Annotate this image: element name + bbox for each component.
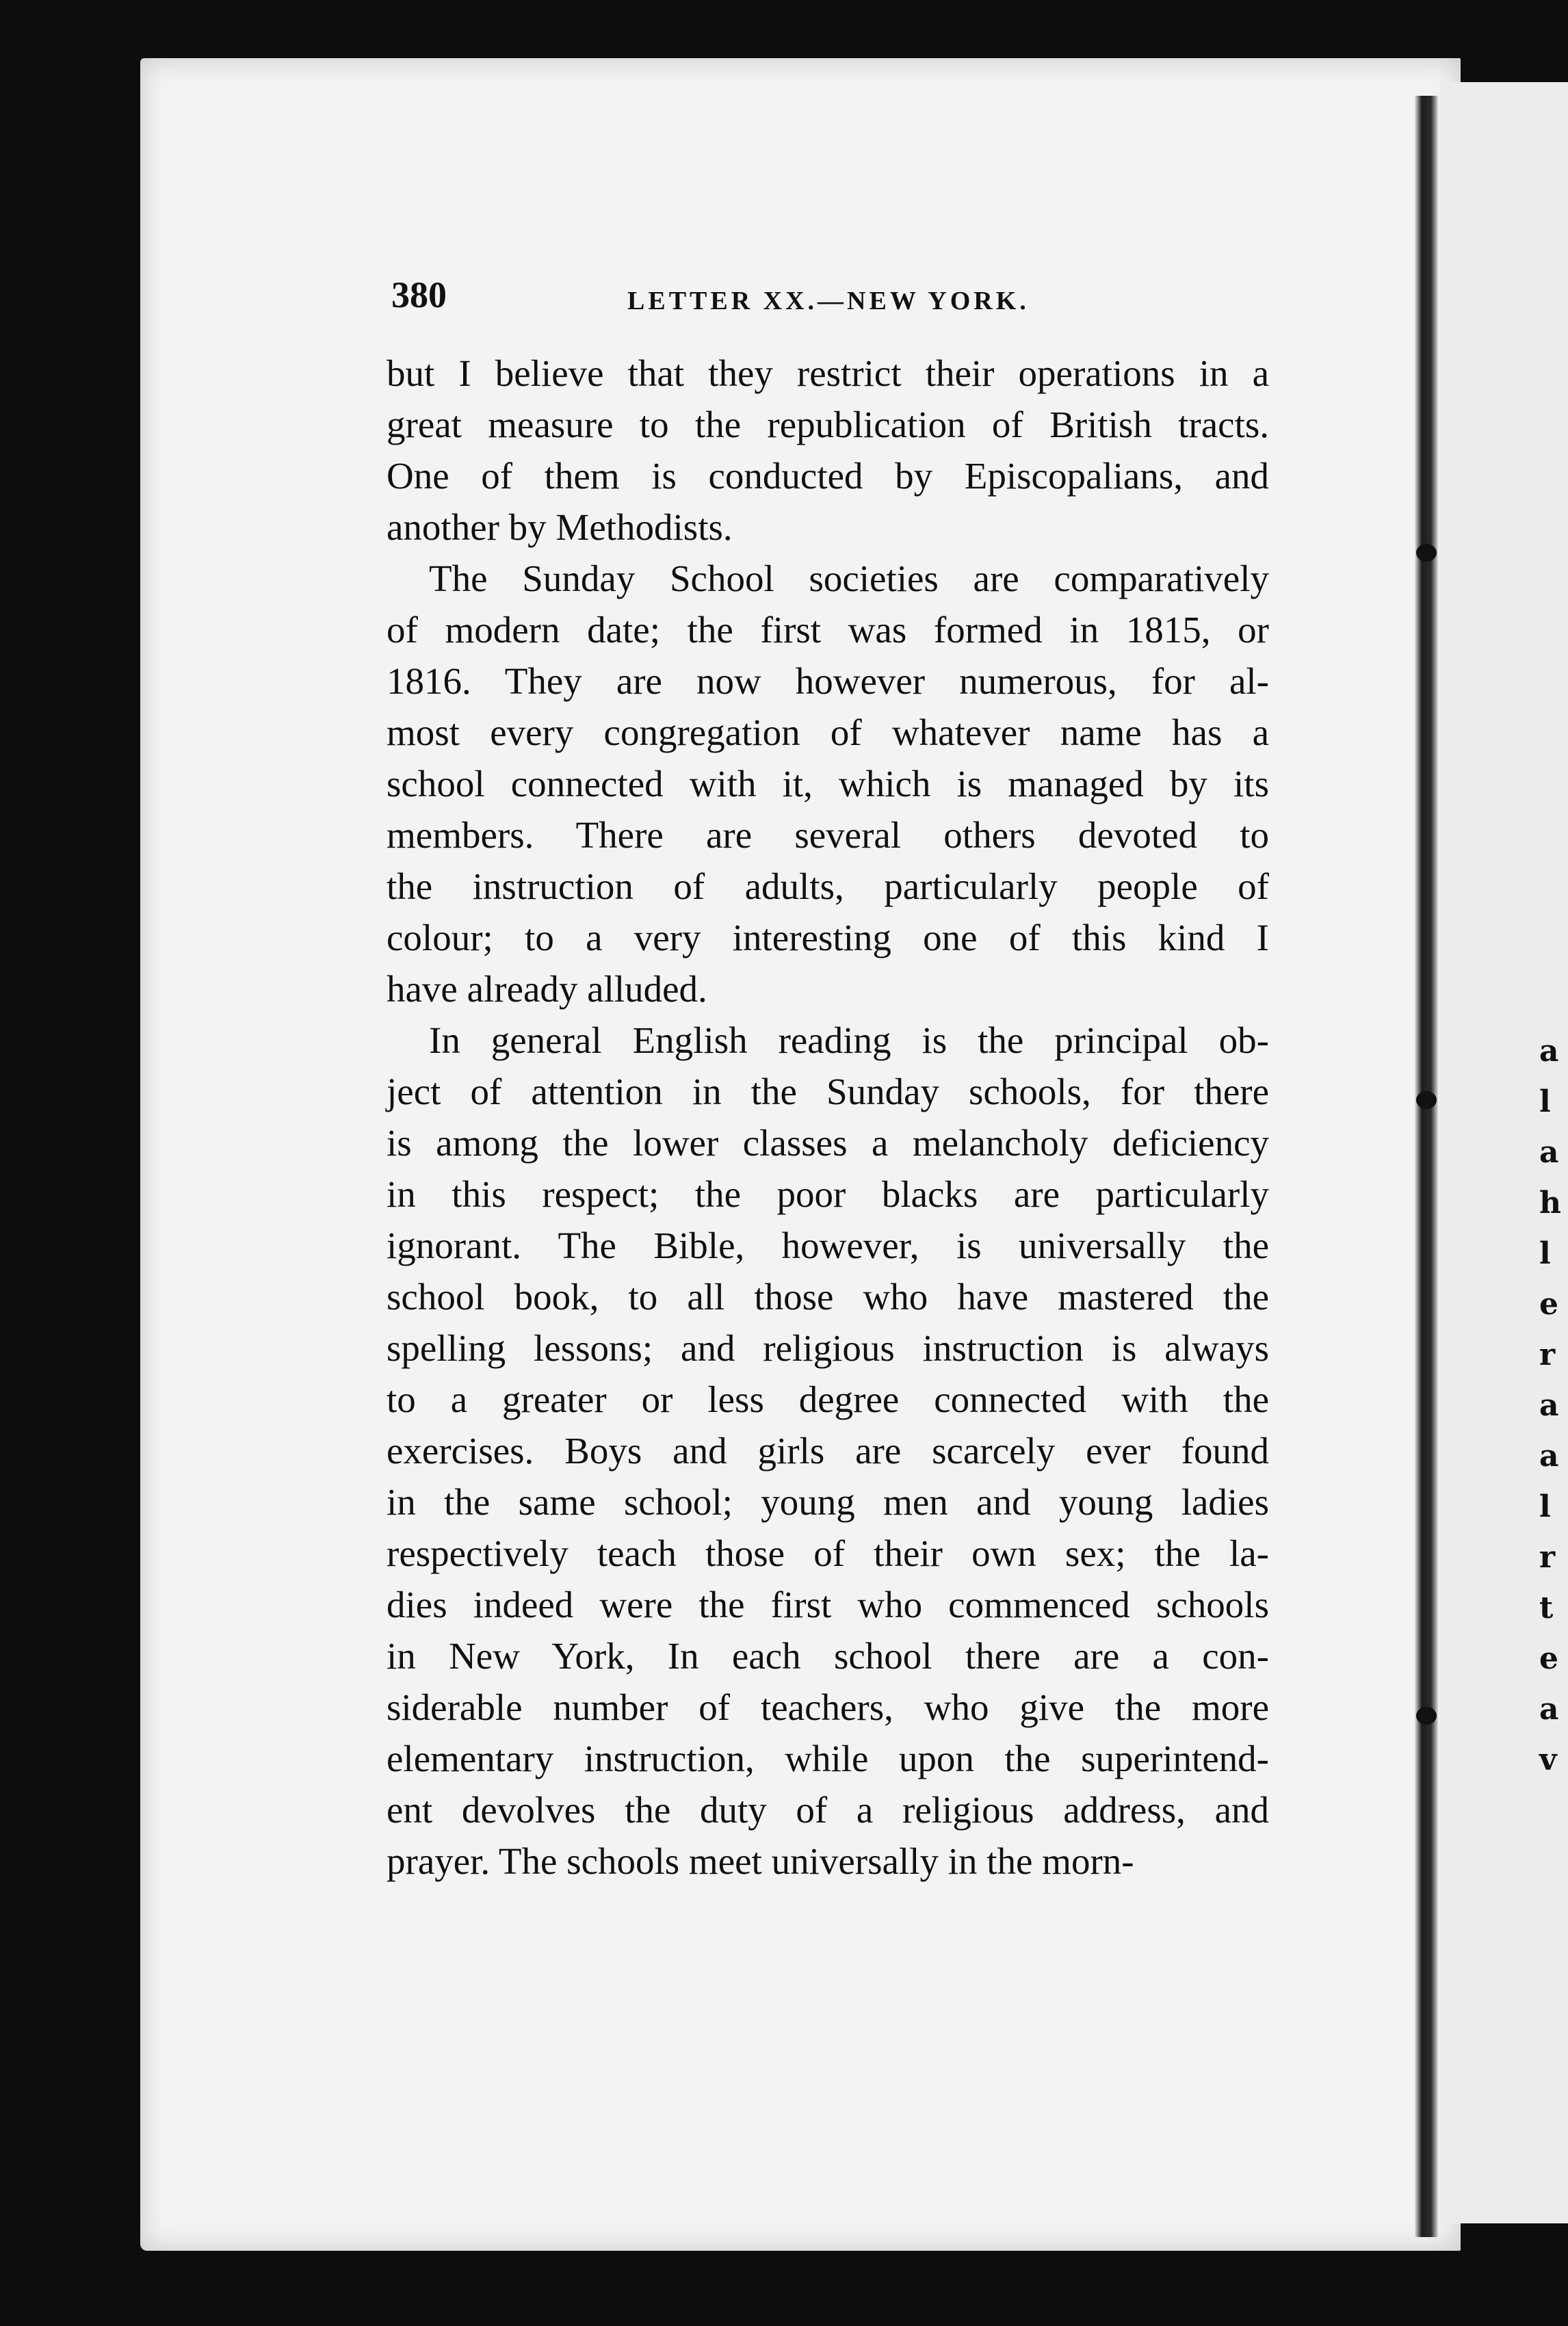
running-head: LETTER XX.—NEW YORK. — [627, 287, 1030, 315]
text-line: great measure to the republication of British tracts. — [387, 404, 1269, 445]
text-line: in the same school; young men and young ladies — [387, 1481, 1269, 1523]
facing-page-letter: a — [1539, 1692, 1559, 1727]
text-line: members. There are several others devoted to — [387, 814, 1269, 856]
paragraph — [387, 1015, 1269, 1887]
page-number: 380 — [391, 274, 447, 315]
facing-page-letter: h — [1539, 1186, 1561, 1220]
text-line: is among the lower classes a melancholy deficiency — [387, 1122, 1269, 1164]
text-line: In general English reading is the principal ob- — [429, 1019, 1269, 1061]
book-gutter — [1415, 96, 1438, 2237]
text-line: in this respect; the poor blacks are particularly — [387, 1173, 1269, 1215]
facing-page-letter: a — [1539, 1388, 1559, 1423]
body-text — [387, 348, 1269, 1887]
text-line: siderable number of teachers, who give the more — [387, 1686, 1269, 1728]
paragraph — [387, 553, 1269, 1015]
facing-page-letter: t — [1539, 1591, 1554, 1625]
facing-page-letter: e — [1539, 1287, 1558, 1322]
paragraph — [387, 348, 1269, 553]
text-line: in New York, In each school there are a con- — [387, 1635, 1269, 1677]
facing-page-letter: l — [1539, 1084, 1551, 1119]
text-line: spelling lessons; and religious instruction is always — [387, 1327, 1269, 1369]
facing-page-letter: r — [1539, 1337, 1556, 1372]
facing-page-letter: v — [1539, 1742, 1557, 1777]
facing-page-letter: l — [1539, 1489, 1551, 1524]
text-line: elementary instruction, while upon the superintend- — [387, 1738, 1269, 1779]
text-line: prayer. The schools meet universally in the morn- — [387, 1840, 1134, 1882]
facing-page-letter: e — [1539, 1641, 1558, 1676]
text-line: respectively teach those of their own sex; the la- — [387, 1532, 1269, 1574]
text-line: another by Methodists. — [387, 506, 733, 548]
text-line: The Sunday School societies are comparatively — [429, 558, 1269, 599]
binding-thread-mark — [1416, 1091, 1437, 1109]
facing-page-letters — [1539, 1026, 1568, 1786]
binding-thread-mark — [1416, 1707, 1437, 1725]
text-line: dies indeed were the first who commenced schools — [387, 1584, 1269, 1625]
facing-page-letter: a — [1539, 1135, 1559, 1170]
text-line: school book, to all those who have mastered the — [387, 1276, 1269, 1318]
text-line: school connected with it, which is managed by its — [387, 763, 1269, 805]
facing-page-letter: a — [1539, 1439, 1559, 1474]
text-line: the instruction of adults, particularly people of — [387, 865, 1269, 907]
text-line: ent devolves the duty of a religious address, and — [387, 1789, 1269, 1831]
facing-page-letter: r — [1539, 1540, 1556, 1575]
text-line: have already alluded. — [387, 968, 707, 1010]
text-line: 1816. They are now however numerous, for al- — [387, 660, 1269, 702]
text-line: but I believe that they restrict their operations in a — [387, 352, 1269, 394]
text-line: most every congregation of whatever name has a — [387, 711, 1269, 753]
text-line: to a greater or less degree connected with the — [387, 1378, 1269, 1420]
text-line: colour; to a very interesting one of this kind I — [387, 917, 1269, 958]
text-line: One of them is conducted by Episcopalians, and — [387, 455, 1269, 497]
text-line: exercises. Boys and girls are scarcely ever found — [387, 1430, 1269, 1472]
facing-page-letter: a — [1539, 1034, 1559, 1069]
text-line: of modern date; the first was formed in 1815, or — [387, 609, 1269, 651]
facing-page-letter: l — [1539, 1236, 1551, 1271]
text-line: ject of attention in the Sunday schools, for there — [387, 1071, 1269, 1112]
text-line: ignorant. The Bible, however, is universally the — [387, 1225, 1269, 1266]
binding-thread-mark — [1416, 544, 1437, 562]
